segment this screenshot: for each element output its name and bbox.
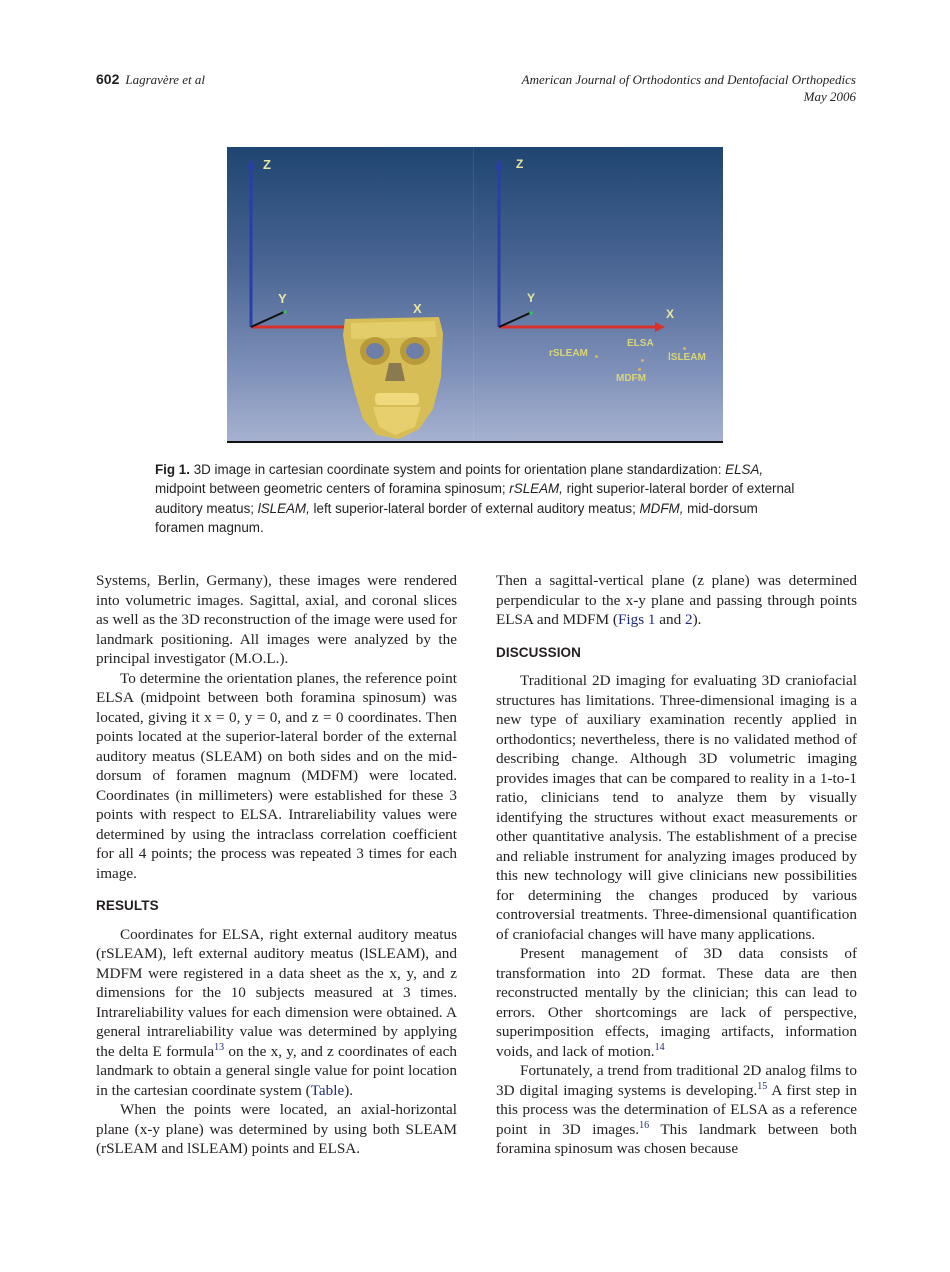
reference-link[interactable]: 13 (214, 1041, 225, 1053)
reference-link[interactable]: 16 (639, 1119, 650, 1131)
left-x-axis-label: X (413, 301, 422, 316)
lsleam-point-marker (683, 347, 686, 350)
paragraph (496, 571, 857, 630)
running-author: Lagravère et al (125, 72, 206, 87)
paragraph: Traditional 2D imaging for evaluating 3D craniofacial structures has limitations. Three-dimensional imaging is a new type of auxiliary examination recently applied in orthodontics; nevertheless, there is no validated method of describing change. Although 3D volumetric imaging provides images that can be compared to reality in a 1-to-1 ratio, clinicians tend to analyze them by visually identifying the structures without exact measurements or other quantitative analysis. The establishment of a precise and reliable instrument for analyzing images produced by this new technology will give clinicians new possibilities for determining the changes produced by various controversial treatments. Three-dimensional quantification of craniofacial changes will have many applications. (496, 672, 857, 943)
left-y-axis-label: Y (278, 291, 287, 306)
mdfm-point-marker (638, 368, 641, 371)
caption-text: left superior-lateral border of external auditory meatus; (309, 500, 640, 516)
figure-2-link[interactable]: 2 (685, 611, 693, 628)
paragraph-text: Present management of 3D data consists of transformation into 2D format. These data are then reconstructed mentally by the clinician; this can lead to errors. Other shortcomings are lack of perspective, superimposition effects, imaging artifacts, information voids, and lack of motion. (496, 945, 857, 1060)
caption-term: MDFM, (639, 500, 684, 516)
caption-term: ELSA, (725, 462, 764, 477)
table-link[interactable]: Table (310, 1081, 345, 1099)
running-header (96, 71, 856, 104)
paragraph: To determine the orientation planes, the reference point ELSA (midpoint between both foramina spinosum) was located, giving it x = 0, y = 0, and z = 0 coordinates. Then points located at the superior-lateral border of the external auditory meatus (SLEAM) on both sides and on the mid-dorsum of foramen magnum (MDFM) were located. Coordinates (in millimeters) were established for these 3 points with respect to ELSA. Intrareliability values were determined by using the intraclass correlation coefficient for all 4 points; the process was repeated 3 times for each image. (96, 669, 457, 882)
paragraph-text: ). (344, 1081, 354, 1099)
reference-link[interactable]: 14 (654, 1041, 665, 1053)
reference-link[interactable]: 15 (757, 1080, 768, 1092)
left-z-axis-label: Z (263, 157, 271, 172)
caption-text: right superior-lateral border of external auditory meatus; (155, 481, 795, 516)
rsleam-point-label: rSLEAM (549, 348, 588, 359)
paragraph (496, 1061, 857, 1159)
figure-1-caption (155, 460, 805, 537)
caption-term: rSLEAM, (509, 481, 563, 497)
elsa-point-label: ELSA (627, 338, 654, 349)
right-x-axis-label: X (666, 307, 675, 321)
skull-rendering (343, 317, 443, 439)
paragraph-text: Then a sagittal-vertical plane (z plane) was determined perpendicular to the x-y plane and passing through points ELSA and MDFM ( (496, 572, 857, 628)
elsa-point-marker (641, 359, 644, 362)
paragraph: Systems, Berlin, Germany), these images were rendered into volumetric images. Sagittal, axial, and coronal slices as well as the 3D reconstruction of the image were used for landmark positioning. All images were analyzed by the principal investigator (M.O.L.). (96, 572, 457, 667)
paragraph: When the points were located, an axial-horizontal plane (x-y plane) was determined by using both SLEAM (rSLEAM and lSLEAM) points and ELSA. (96, 1101, 457, 1157)
discussion-heading: DISCUSSION (496, 644, 582, 660)
journal-title: American Journal of Orthodontics and Dentofacial Orthopedics (521, 72, 856, 87)
paragraph-text: Coordinates for ELSA, right external auditory meatus (rSLEAM), left external auditory meatus (lSLEAM), and MDFM were registered in a data sheet as the x, y, and z dimensions for the 10 subjects measured at 3 times. Intrareliability values for each dimension were obtained. A general intrareliability value was determined by applying the delta E formula (96, 925, 457, 1060)
issue-date: May 2006 (803, 89, 856, 104)
figure-1-image (227, 147, 723, 443)
paragraph-text: This landmark between both foramina spinosum was chosen because (496, 1120, 857, 1157)
lsleam-point-label: lSLEAM (668, 352, 706, 363)
page-number: 602 (96, 71, 120, 87)
right-column (496, 571, 857, 1159)
paragraph-text: and (655, 611, 686, 628)
left-column (96, 571, 457, 1159)
caption-text: midpoint between geometric centers of foramina spinosum; (155, 481, 510, 497)
mdfm-point-label: MDFM (616, 373, 646, 384)
figure-1-link[interactable]: Figs 1 (617, 611, 656, 628)
paragraph-text: Fortunately, a trend from traditional 2D analog films to 3D digital imaging systems is developing. (496, 1062, 857, 1099)
paragraph (96, 925, 457, 1101)
paragraph (496, 944, 857, 1061)
right-y-axis-label: Y (527, 291, 536, 305)
journal-info (522, 71, 856, 105)
caption-text: 3D image in cartesian coordinate system and points for orientation plane standardization: (189, 462, 726, 477)
paragraph-text: ). (692, 611, 702, 628)
rsleam-point-marker (595, 355, 598, 358)
coordinate-axes-graphic (227, 147, 723, 441)
caption-term: lSLEAM, (257, 500, 310, 516)
paragraph-text: A first step in this process was the determination of ELSA as a reference point in 3D images. (496, 1081, 857, 1138)
paragraph-text: on the x, y, and z coordinates of each landmark to obtain a general single value for point location in the cartesian coordinate system ( (96, 1042, 457, 1099)
panel-divider (473, 147, 474, 441)
caption-label: Fig 1. (155, 462, 190, 477)
caption-text: mid-dorsum foramen magnum. (155, 500, 758, 535)
results-heading: RESULTS (96, 898, 159, 913)
right-z-axis-label: Z (516, 157, 524, 171)
